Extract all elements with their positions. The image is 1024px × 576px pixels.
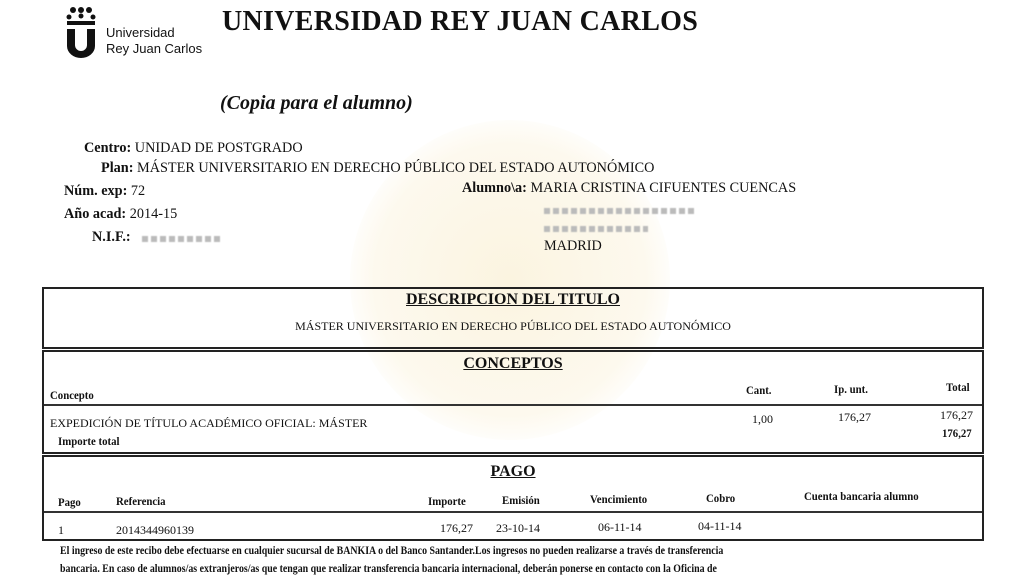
col-cant: Cant. xyxy=(746,383,772,397)
city-field: MADRID xyxy=(544,238,602,254)
titulo-name: MÁSTER UNIVERSITARIO EN DERECHO PÚBLICO DEL ESTADO AUTONÓMICO xyxy=(295,319,731,333)
col-pago: Pago xyxy=(58,495,81,509)
referencia-cell: 2014344960139 xyxy=(116,523,194,537)
university-logo-icon xyxy=(64,6,98,58)
col-ip-unt: Ip. unt. xyxy=(834,382,868,396)
logo-text: Universidad Rey Juan Carlos xyxy=(106,25,203,56)
cobro-cell: 04-11-14 xyxy=(698,519,742,533)
vencimiento-cell: 06-11-14 xyxy=(598,520,642,534)
titulo-heading: DESCRIPCION DEL TITULO xyxy=(406,291,620,308)
importe-total-value: 176,27 xyxy=(942,426,972,440)
pago-cell: 1 xyxy=(58,523,64,537)
importe-cell: 176,27 xyxy=(440,521,473,535)
footer-line-2: bancaria. En caso de alumnos/as extranjeros/as que tengan que realizar transferencia bancaria internacional, deberán ponerse en contacto con la Oficina de xyxy=(60,563,717,575)
col-vencimiento: Vencimiento xyxy=(590,492,648,506)
ip-cell: 176,27 xyxy=(838,410,871,424)
col-total: Total xyxy=(946,380,970,394)
nif-field: N.I.F.: xyxy=(92,229,131,245)
exp-field: Núm. exp: 72 xyxy=(64,183,146,199)
importe-total-label: Importe total xyxy=(58,434,120,448)
centro-field: Centro: UNIDAD DE POSTGRADO xyxy=(84,140,303,156)
titulo-section xyxy=(42,287,984,349)
ano-field: Año acad: 2014-15 xyxy=(64,206,178,222)
col-concepto: Concepto xyxy=(50,388,94,402)
col-cuenta: Cuenta bancaria alumno xyxy=(804,489,919,503)
pago-heading: PAGO xyxy=(490,463,536,480)
footer-line-1: El ingreso de este recibo debe efectuarse en cualquier sucursal de BANKIA o del Banco Santander.Los ingresos no pueden realizarse a través de transferencia xyxy=(60,545,724,557)
col-emision: Emisión xyxy=(502,493,540,507)
document-title: UNIVERSIDAD REY JUAN CARLOS xyxy=(222,6,699,37)
alumno-field: Alumno\a: MARIA CRISTINA CIFUENTES CUENCAS xyxy=(462,180,797,196)
pago-section xyxy=(42,455,984,541)
emision-cell: 23-10-14 xyxy=(496,521,540,535)
col-importe: Importe xyxy=(428,494,466,508)
redacted-postal xyxy=(544,226,648,232)
conceptos-heading: CONCEPTOS xyxy=(463,355,563,372)
col-cobro: Cobro xyxy=(706,491,736,505)
total-cell: 176,27 xyxy=(940,408,973,422)
redacted-address xyxy=(544,208,694,214)
redacted-nif xyxy=(142,236,220,242)
copy-subtitle: (Copia para el alumno) xyxy=(220,92,413,114)
plan-field: Plan: MÁSTER UNIVERSITARIO EN DERECHO PÚBLICO DEL ESTADO AUTONÓMICO xyxy=(101,160,655,176)
concepto-cell: EXPEDICIÓN DE TÍTULO ACADÉMICO OFICIAL: MÁSTER xyxy=(50,416,368,430)
cant-cell: 1,00 xyxy=(752,412,773,426)
col-referencia: Referencia xyxy=(116,494,166,508)
conceptos-section xyxy=(42,350,984,454)
